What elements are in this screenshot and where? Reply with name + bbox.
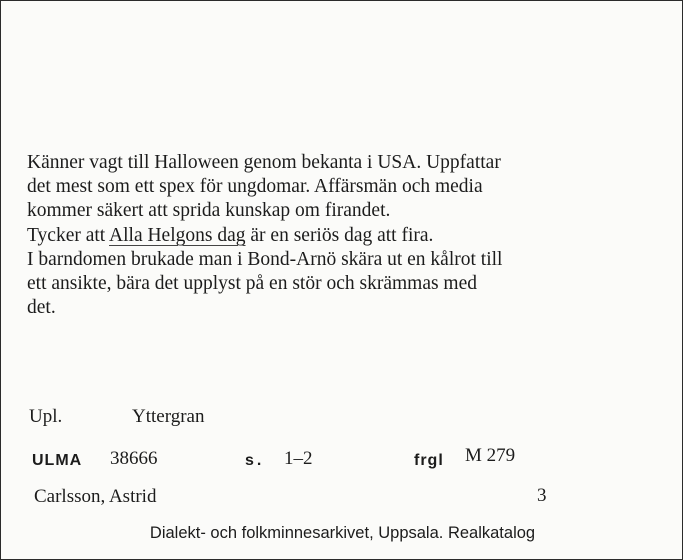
card-body-text [27,151,667,320]
page-range: 1–2 [284,448,313,469]
archive-footer: Dialekt- och folkminnesarkivet, Uppsala. Realkatalog [149,524,536,542]
ulma-number: 38666 [110,448,158,469]
text-line: kommer säkert att sprida kunskap om firandet. [27,200,391,222]
text-line: ett ansikte, bära det upplyst på en stör och skrämmas med [27,273,478,295]
informant-name: Carlsson, Astrid [34,486,157,507]
province: Upl. [29,406,63,427]
frgl-label: frgl [414,452,444,469]
text-line: det mest som ett spex för ungdomar. Affärsmän och media [27,176,483,198]
text-line: det. [27,297,56,319]
underlined-phrase: Alla Helgons dag [109,224,246,246]
text-line: Tycker att Alla Helgons dag är en seriös dag att fira. [27,224,434,246]
text-line: I barndomen brukade man i Bond-Arnö skära ut en kålrot till [27,248,503,270]
ulma-label: ULMA [32,452,83,469]
text-line: Känner vagt till Halloween genom bekanta i USA. Uppfattar [27,152,501,173]
page-label: s. [245,452,265,469]
frgl-value: M 279 [465,445,516,466]
parish: Yttergran [132,406,205,427]
card-number: 3 [537,485,547,506]
